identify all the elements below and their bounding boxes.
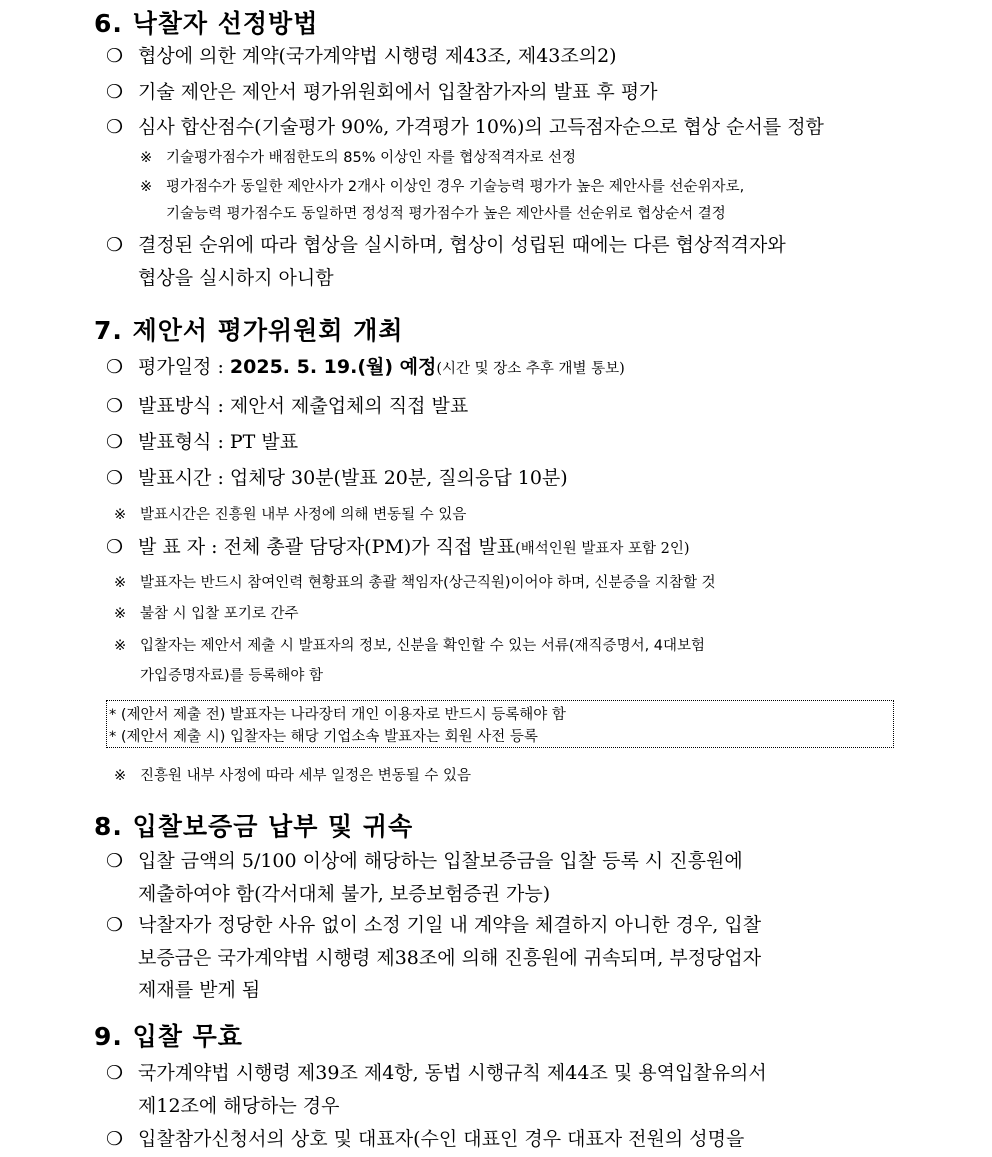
s8-bullet-2: ❍ 낙찰자가 정당한 사유 없이 소정 기일 내 계약을 체결하지 아니한 경우, 입찰: [106, 914, 762, 936]
s8-bullet-1: ❍ 입찰 금액의 5/100 이상에 해당하는 입찰보증금을 입찰 등록 시 진흥원에: [106, 850, 743, 872]
s9-bullet-1-cont: 제12조에 해당하는 경우: [138, 1095, 340, 1117]
s7-note-2: ※ 발표자는 반드시 참여인력 현황표의 총괄 책임자(상근직원)이어야 하며, 신분증을 지참할 것: [114, 575, 716, 591]
s6-bullet-2: ❍ 기술 제안은 제안서 평가위원회에서 입찰참가자의 발표 후 평가: [106, 81, 658, 103]
registration-notice-box: [106, 700, 894, 748]
s6-bullet-3: ❍ 심사 합산점수(기술평가 90%, 가격평가 10%)의 고득점자순으로 협상 순서를 정함: [106, 116, 824, 138]
s6-bullet-4-cont: 협상을 실시하지 아니함: [138, 267, 334, 289]
s7-bullet-presenter: ❍ 발 표 자 : 전체 총괄 담당자(PM)가 직접 발표(배석인원 발표자 포함 2인): [106, 536, 690, 558]
s7-bullet-schedule: ❍ 평가일정 : 2025. 5. 19.(월) 예정(시간 및 장소 추후 개별 통보): [106, 356, 625, 378]
notice-line-1: * (제안서 제출 전) 발표자는 나라장터 개인 이용자로 반드시 등록해야 함: [109, 707, 566, 723]
s7-bullet-time: ❍ 발표시간 : 업체당 30분(발표 20분, 질의응답 10분): [106, 467, 568, 489]
s7-note-3: ※ 불참 시 입찰 포기로 간주: [114, 606, 299, 622]
section-9-heading: 9. 입찰 무효: [94, 1022, 243, 1051]
s7-note-5: ※ 진흥원 내부 사정에 따라 세부 일정은 변동될 수 있음: [114, 768, 472, 784]
s9-bullet-2: ❍ 입찰참가신청서의 상호 및 대표자(수인 대표인 경우 대표자 전원의 성명을: [106, 1128, 745, 1150]
s8-bullet-1-cont: 제출하여야 함(각서대체 불가, 보증보험증권 가능): [138, 883, 551, 905]
section-7-heading: 7. 제안서 평가위원회 개최: [94, 316, 404, 345]
s7-note-4-cont: 가입증명자료)를 등록해야 함: [140, 668, 323, 684]
s7-note-1: ※ 발표시간은 진흥원 내부 사정에 의해 변동될 수 있음: [114, 507, 467, 523]
s6-note-2-cont: 기술능력 평가점수도 동일하면 정성적 평가점수가 높은 제안사를 선순위로 협상순서 결정: [166, 206, 726, 222]
s6-bullet-1: ❍ 협상에 의한 계약(국가계약법 시행령 제43조, 제43조의2): [106, 45, 617, 67]
s9-bullet-1: ❍ 국가계약법 시행령 제39조 제4항, 동법 시행규칙 제44조 및 용역입찰유의서: [106, 1062, 767, 1084]
s7-bullet-method: ❍ 발표방식 : 제안서 제출업체의 직접 발표: [106, 395, 469, 417]
s8-bullet-2-cont-1: 보증금은 국가계약법 시행령 제38조에 의해 진흥원에 귀속되며, 부정당업자: [138, 947, 762, 969]
s6-note-2: ※ 평가점수가 동일한 제안사가 2개사 이상인 경우 기술능력 평가가 높은 제안사를 선순위자로,: [140, 179, 745, 195]
s6-note-1: ※ 기술평가점수가 배점한도의 85% 이상인 자를 협상적격자로 선정: [140, 150, 577, 166]
section-8-heading: 8. 입찰보증금 납부 및 귀속: [94, 812, 414, 841]
section-6-heading: 6. 낙찰자 선정방법: [94, 9, 319, 38]
s8-bullet-2-cont-2: 제재를 받게 됨: [138, 979, 261, 1001]
s6-bullet-4: ❍ 결정된 순위에 따라 협상을 실시하며, 협상이 성립된 때에는 다른 협상적격자와: [106, 234, 786, 256]
notice-line-2: * (제안서 제출 시) 입찰자는 해당 기업소속 발표자는 회원 사전 등록: [109, 729, 538, 745]
s7-bullet-format: ❍ 발표형식 : PT 발표: [106, 431, 299, 453]
s7-note-4: ※ 입찰자는 제안서 제출 시 발표자의 정보, 신분을 확인할 수 있는 서류(재직증명서, 4대보험: [114, 638, 706, 654]
